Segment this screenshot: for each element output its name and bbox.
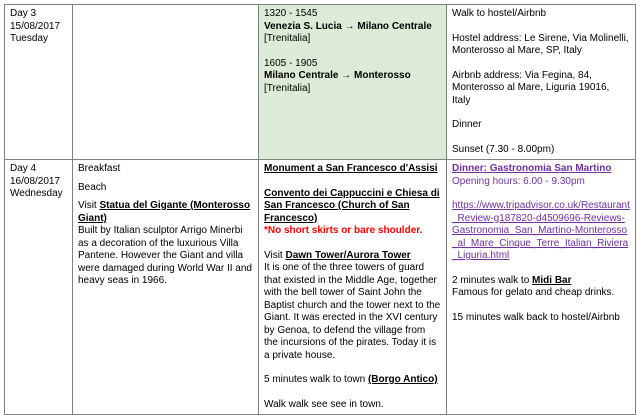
convent-title: Convento dei Cappuccini e Chiesa di San Francesco (Church of San Francesco) — [264, 187, 440, 224]
visit-line — [78, 200, 253, 225]
monument-title: Monument a San Francesco d'Assisi — [264, 163, 438, 174]
activities-cell — [73, 160, 259, 415]
day-cell — [5, 160, 73, 415]
itinerary-table — [4, 4, 636, 415]
notes-cell — [447, 5, 636, 160]
walk-see-note: Walk walk see see in town. — [264, 398, 384, 410]
midi-bar-description: Famous for gelato and cheap drinks. — [452, 287, 615, 298]
airbnb-address: Airbnb address: Via Fegina, 84, Monterosso al Mare, Liguria 19016, Italy — [452, 69, 610, 106]
midi-bar-title: Midi Bar — [532, 274, 572, 286]
day-cell — [5, 5, 73, 160]
tripadvisor-link[interactable]: https://www.tripadvisor.co.uk/Restaurant_Review-g187820-d4509696-Reviews-Gastronomia_San_Martino-Monterosso_al_Mare_Cinque_Terre_Italian_Riviera_Liguria.html — [452, 200, 630, 261]
activities-cell — [73, 5, 259, 160]
train-operator: [Trenitalia] — [264, 33, 311, 44]
day-weekday: Tuesday — [10, 33, 48, 44]
midi-bar-line — [452, 275, 630, 288]
train-time: 1605 - 1905 — [264, 57, 318, 69]
sights-cell — [259, 160, 447, 415]
train-route: Milano Centrale → Monterosso — [264, 70, 411, 81]
dinner-note: Dinner — [452, 119, 482, 130]
breakfast-note: Breakfast — [78, 163, 121, 174]
walk-back-note: 15 minutes walk back to hostel/Airbnb — [452, 311, 620, 323]
walk-note: Walk to hostel/Airbnb — [452, 8, 547, 19]
tower-visit-line — [264, 250, 441, 263]
walk-prefix: 2 minutes walk to — [452, 274, 533, 286]
train-time: 1320 - 1545 — [264, 8, 318, 19]
train-route: Venezia S. Lucia → Milano Centrale — [264, 20, 432, 32]
itinerary-row-day4 — [5, 160, 636, 415]
visit-prefix: Visit — [78, 200, 100, 211]
visit-prefix: Visit — [264, 249, 286, 261]
tower-title: Dawn Tower/Aurora Tower — [285, 249, 411, 261]
giant-description: Built by Italian sculptor Arrigo Minerbi as a decoration of the luxurious Villa Pantene. However the Giant and villa were damaged during World War II and heavy seas in 1966. — [78, 225, 252, 286]
train-operator: [Trenitalia] — [264, 82, 311, 94]
tower-description: It is one of the three towers of guard that existed in the Middle Age, together with the bell tower of Saint John the Baptist church and the tower next to the Giant. It was erected in the XVI century by Genoa, to defend the village from the incursions of the pirates. Today it is a private house. — [264, 262, 441, 361]
dress-code-warning: *No short skirts or bare shoulder. — [264, 225, 423, 236]
day-label: Day 3 — [10, 8, 37, 19]
day-label: Day 4 — [10, 163, 37, 174]
dining-cell — [447, 160, 636, 415]
walk-prefix: 5 minutes walk to town — [264, 374, 368, 385]
sunset-note: Sunset (7.30 - 8.00pm) — [452, 143, 555, 155]
borgo-antico-title: (Borgo Antico) — [367, 374, 438, 385]
dinner-title: Dinner: Gastronomia San Martino — [452, 163, 612, 174]
hostel-address: Hostel address: Le Sirene, Via Molinelli, Monterosso al Mare, SP, Italy — [452, 32, 629, 56]
beach-note: Beach — [78, 181, 107, 193]
day-weekday: Wednesday — [10, 188, 63, 199]
itinerary-row-day3 — [5, 5, 636, 160]
transport-cell — [259, 5, 447, 160]
day-date: 16/08/2017 — [10, 175, 61, 187]
day-date: 15/08/2017 — [10, 20, 61, 32]
giant-statue-title: Statua del Gigante (Monterosso Giant) — [78, 200, 251, 224]
opening-hours: Opening hours: 6.00 - 9.30pm — [452, 175, 585, 187]
town-walk-line — [264, 374, 441, 387]
